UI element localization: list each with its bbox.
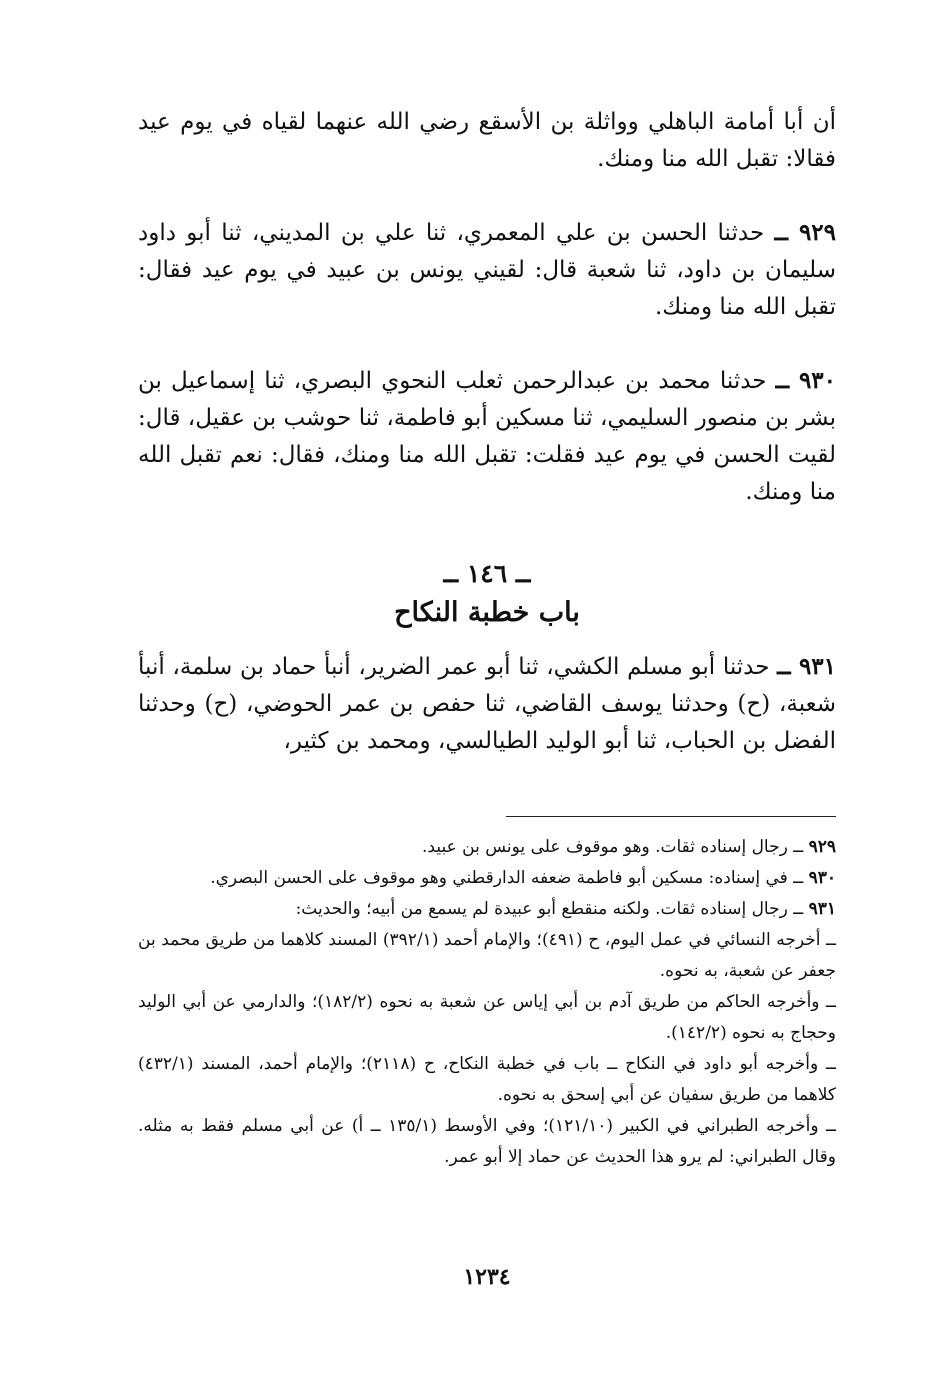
hadith-number: ٩٢٩ ــ [774,219,836,246]
paragraph-continuation: أن أبا أمامة الباهلي وواثلة بن الأسقع رضي الله عنهما لقياه في يوم عيد فقالا: تقبل الله منا ومنك. [138,109,836,172]
footnote-item: ــ وأخرجه الطبراني في الكبير (١٢١/١٠)؛ وفي الأوسط (١٣٥/١ ــ أ) عن أبي مسلم فقط به مثله. وقال الطبراني: لم يرو هذا الحديث عن حماد إلا أبو عمر. [138,1116,837,1167]
hadith-text: حدثنا محمد بن عبدالرحمن ثعلب النحوي البصري، ثنا إسماعيل بن بشر بن منصور السليمي، ثنا مسكين أبو فاطمة، ثنا حوشب بن عقيل، قال: لقيت الحسن في يوم عيد فقلت: تقبل الله منا ومنك، فقال: نعم تقبل الله منا ومنك. [138,368,836,505]
footnote-text: ــ في إسناده: مسكين أبو فاطمة ضعفه الدارقطني وهو موقوف على الحسن البصري. [210,868,809,888]
footnote-929 [138,832,836,863]
footnote-divider [506,816,836,817]
hadith-930 [138,362,836,511]
hadith-929 [138,214,836,326]
hadith-text: حدثنا أبو مسلم الكشي، ثنا أبو عمر الضرير، أنبأ حماد بن سلمة، أنبأ شعبة، (ح) وحدثنا يوسف القاضي، ثنا حفص بن عمر الحوضي، (ح) وحدثنا الفضل بن الحباب، ثنا أبو الوليد الطيالسي، ومحمد بن كثير، [138,654,836,754]
footnotes [138,832,836,1173]
footnote-number: ٩٢٩ [808,837,836,857]
footnote-item: ــ أخرجه النسائي في عمل اليوم، ح (٤٩١)؛ والإمام أحمد (٣٩٢/١) المسند كلاهما من طريق محمد بن جعفر عن شعبة، به نحوه. [138,930,836,981]
footnote-text: ــ رجال إسناده ثقات. وهو موقوف على يونس بن عبيد. [422,837,809,857]
hadith-text: حدثنا الحسن بن علي المعمري، ثنا علي بن المديني، ثنا أبو داود سليمان بن داود، ثنا شعبة قال: لقيني يونس بن عبيد في يوم عيد فقال: تقبل الله منا ومنك. [138,220,836,320]
footnote-item: ــ وأخرجه الحاكم من طريق آدم بن أبي إياس عن شعبة به نحوه (١٨٢/٢)؛ والدارمي عن أبي الوليد وحجاج به نحوه (١٤٢/٢). [138,992,836,1043]
chapter-title: باب خطبة النكاح [394,597,580,628]
footnote-930 [138,863,836,894]
footnote-number: ٩٣٠ [808,868,836,888]
footnote-number: ٩٣١ [808,899,836,919]
hadith-number: ٩٣١ ــ [777,653,837,680]
hadith-number: ٩٣٠ ــ [775,367,836,394]
page-number: ١٢٣٤ [463,1264,511,1290]
footnote-931 [138,894,836,925]
book-page [138,0,836,1377]
footnote-text: ــ رجال إسناده ثقات. ولكنه منقطع أبو عبيدة لم يسمع من أبيه؛ والحديث: [295,899,809,919]
chapter-number: ــ ١٤٦ ــ [443,559,531,588]
hadith-931 [138,648,836,760]
footnote-item: ــ وأخرجه أبو داود في النكاح ــ باب في خطبة النكاح، ح (٢١١٨)؛ والإمام أحمد، المسند (٤٣٢/١) كلاهما من طريق سفيان عن أبي إسحق به نحوه. [138,1054,836,1105]
